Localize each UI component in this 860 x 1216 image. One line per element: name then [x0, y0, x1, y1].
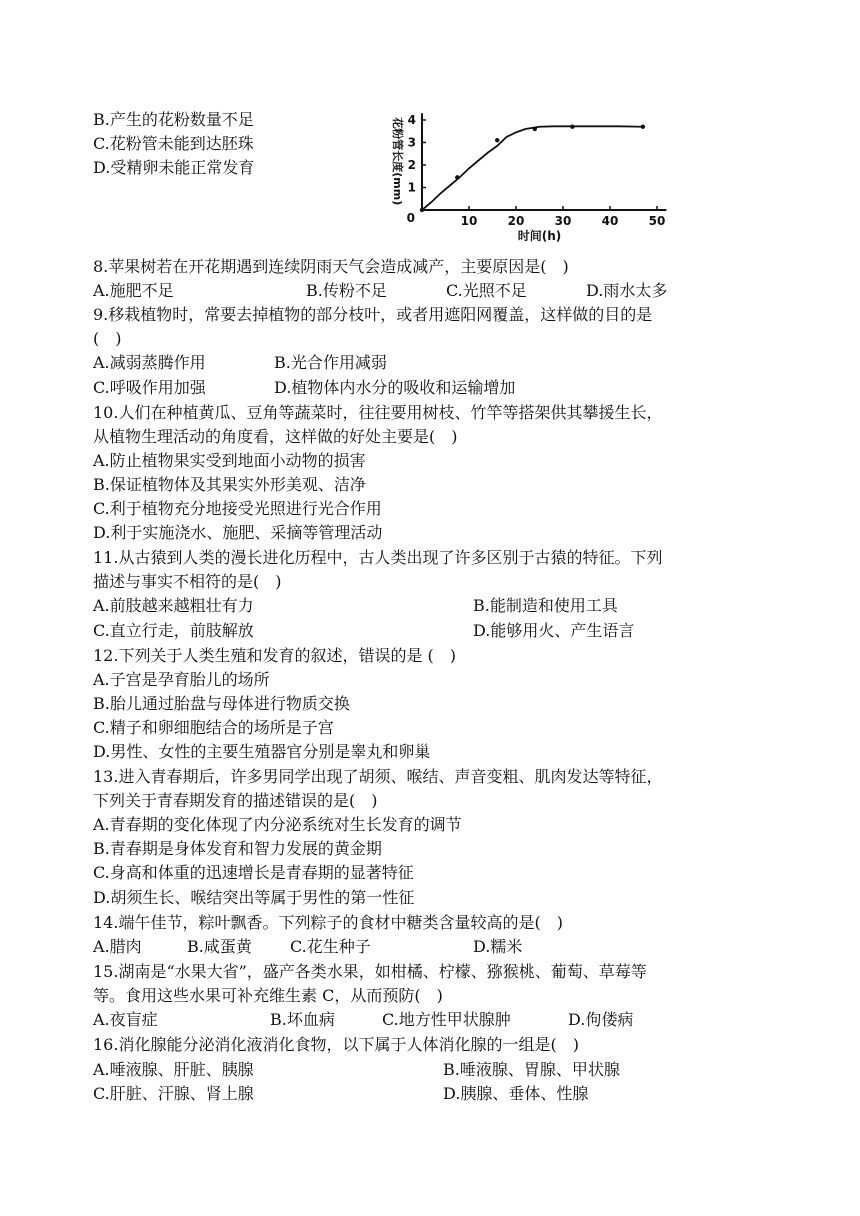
q15-stem-line1: 15.湖南是“水果大省”，盛产各类水果，如柑橘、柠檬、猕猴桃、葡萄、草莓等 [93, 962, 647, 981]
q13-option-d: D.胡须生长、喉结突出等属于男性的第一性征 [93, 888, 415, 907]
q14-option-b: B.咸蛋黄 [187, 937, 252, 956]
q11-stem-line2: 描述与事实不相符的是( ) [93, 572, 282, 591]
data-point [533, 127, 537, 131]
q15-stem-line2: 等。食用这些水果可补充维生素 C，从而预防( ) [93, 986, 443, 1005]
q13-option-c: C.身高和体重的迅速增长是青春期的显著特征 [93, 863, 414, 882]
q8-option-c: C.光照不足 [446, 281, 527, 300]
q12-option-d: D.男性、女性的主要生殖器官分别是睾丸和卵巢 [93, 742, 431, 761]
q16-stem: 16.消化腺能分泌消化液消化食物，以下属于人体消化腺的一组是( ) [93, 1035, 579, 1054]
data-point [455, 175, 459, 179]
y-tick-label: 2 [407, 158, 416, 172]
q15-option-a: A.夜盲症 [93, 1010, 158, 1029]
x-tick-label: 50 [648, 214, 666, 228]
q7-option-b: B.产生的花粉数量不足 [93, 110, 254, 129]
q15-option-d: D.佝偻病 [568, 1010, 634, 1029]
q14-option-a: A.腊肉 [93, 937, 142, 956]
q10-option-c: C.利于植物充分地接受光照进行光合作用 [93, 499, 382, 518]
q12-option-b: B.胎儿通过胎盘与母体进行物质交换 [93, 694, 350, 713]
q10-option-b: B.保证植物体及其果实外形美观、洁净 [93, 475, 366, 494]
chart-ylabel: 花粉管长度(mm) [391, 117, 404, 206]
q8-option-d: D.雨水太多 [586, 281, 668, 300]
q8-option-b: B.传粉不足 [306, 281, 387, 300]
pollen-tube-growth-chart [378, 110, 678, 246]
q9-option-a: A.减弱蒸腾作用 [93, 353, 206, 372]
q14-option-d: D.糯米 [473, 937, 523, 956]
chart-axes [422, 113, 666, 210]
data-point [570, 125, 574, 129]
q12-stem: 12.下列关于人类生殖和发育的叙述，错误的是 ( ) [93, 646, 457, 665]
q9-option-b: B.光合作用减弱 [274, 353, 387, 372]
q14-stem: 14.端午佳节，粽叶飘香。下列粽子的食材中糖类含量较高的是( ) [93, 913, 563, 932]
data-point [495, 138, 499, 142]
q8-stem: 8.苹果树若在开花期遇到连续阴雨天气会造成减产，主要原因是( ) [93, 257, 569, 276]
data-point [641, 125, 645, 129]
q10-stem-line1: 10.人们在种植黄瓜、豆角等蔬菜时，往往要用树枝、竹竿等搭架供其攀援生长， [93, 403, 663, 422]
q15-option-c: C.地方性甲状腺肿 [382, 1010, 511, 1029]
q16-option-b: B.唾液腺、胃腺、甲状腺 [443, 1060, 620, 1079]
q11-option-a: A.前肢越来越粗壮有力 [93, 596, 254, 615]
q10-option-d: D.利于实施浇水、施肥、采摘等管理活动 [93, 523, 383, 542]
q15-option-b: B.坏血病 [270, 1010, 335, 1029]
q11-option-c: C.直立行走，前肢解放 [93, 621, 254, 640]
y-tick-label: 4 [407, 113, 416, 127]
y-tick-label: 3 [407, 135, 416, 150]
q16-option-a: A.唾液腺、肝脏、胰腺 [93, 1060, 254, 1079]
q7-option-c: C.花粉管未能到达胚珠 [93, 134, 254, 153]
q7-option-d: D.受精卵未能正常发育 [93, 158, 255, 177]
q8-option-a: A.施肥不足 [93, 281, 174, 300]
x-tick-label: 20 [507, 214, 525, 228]
x-tick-label: 30 [554, 214, 572, 228]
q12-option-a: A.子宫是孕育胎儿的场所 [93, 670, 270, 689]
data-point [420, 208, 424, 212]
q9-stem-line1: 9.移栽植物时，常要去掉植物的部分枝叶，或者用遮阳网覆盖，这样做的目的是 [93, 305, 653, 324]
q11-stem-line1: 11.从古猿到人类的漫长进化历程中，古人类出现了许多区别于古猿的特征。下列 [93, 548, 663, 567]
x-tick-label: 40 [601, 214, 619, 228]
q16-option-d: D.胰腺、垂体、性腺 [443, 1084, 589, 1103]
q10-option-a: A.防止植物果实受到地面小动物的损害 [93, 451, 366, 470]
q13-option-a: A.青春期的变化体现了内分泌系统对生长发育的调节 [93, 815, 462, 834]
growth-curve [422, 126, 643, 210]
origin-label: 0 [406, 211, 415, 225]
x-tick-label: 10 [460, 214, 478, 228]
q11-option-d: D.能够用火、产生语言 [473, 621, 635, 640]
q9-option-d: D.植物体内水分的吸收和运输增加 [274, 378, 516, 397]
q9-option-c: C.呼吸作用加强 [93, 378, 206, 397]
q9-stem-line2: ( ) [93, 329, 122, 348]
q13-option-b: B.青春期是身体发育和智力发展的黄金期 [93, 839, 382, 858]
q13-stem-line1: 13.进入青春期后，许多男同学出现了胡须、喉结、声音变粗、肌肉发达等特征， [93, 767, 663, 786]
q16-option-c: C.肝脏、汗腺、肾上腺 [93, 1084, 254, 1103]
q14-option-c: C.花生种子 [290, 937, 371, 956]
chart-series [420, 125, 645, 213]
q12-option-c: C.精子和卵细胞结合的场所是子宫 [93, 718, 334, 737]
q10-stem-line2: 从植物生理活动的角度看，这样做的好处主要是( ) [93, 427, 458, 446]
chart-xlabel: 时间(h) [517, 229, 562, 243]
q13-stem-line2: 下列关于青春期发育的描述错误的是( ) [93, 791, 378, 810]
q11-option-b: B.能制造和使用工具 [473, 596, 618, 615]
y-tick-label: 1 [407, 180, 416, 195]
